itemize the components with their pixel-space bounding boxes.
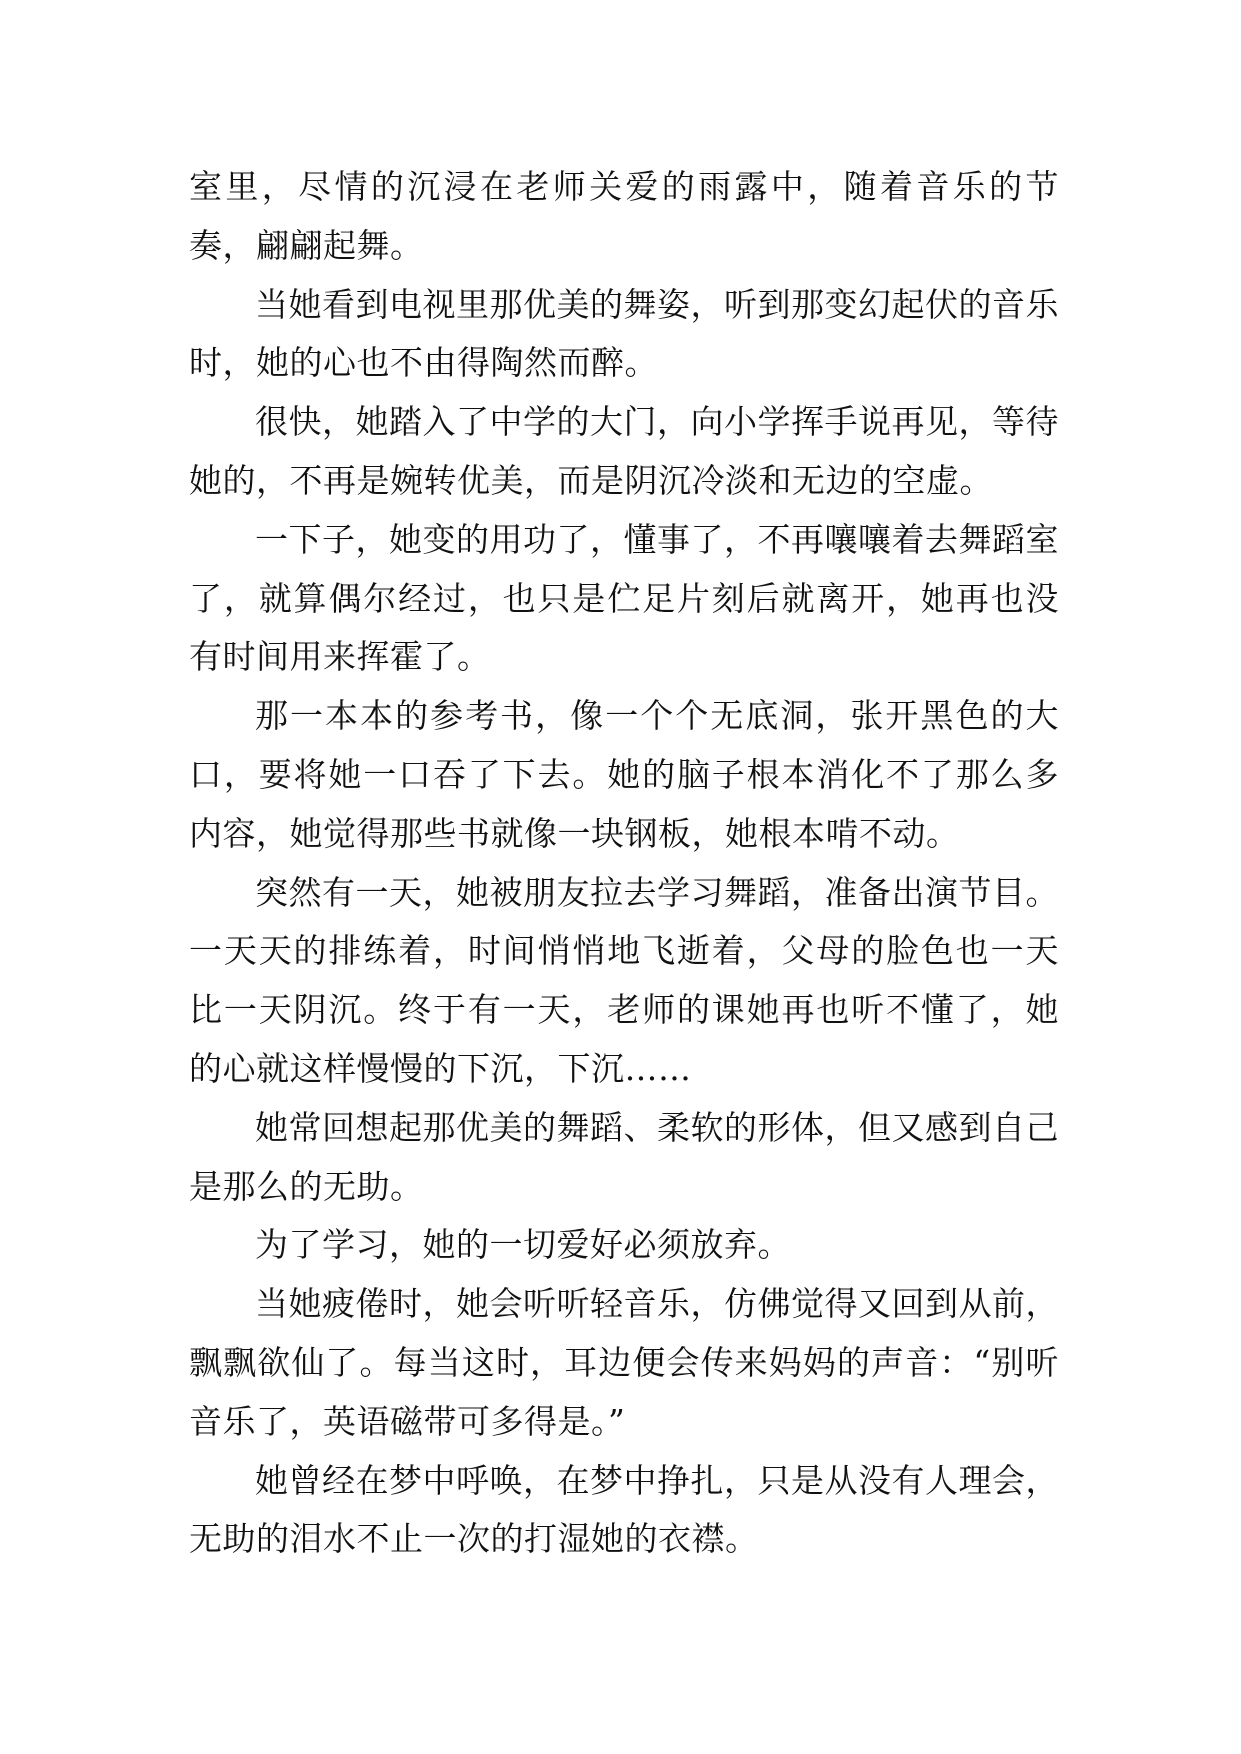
document-body xyxy=(189,158,1059,1569)
paragraph: 那一本本的参考书，像一个个无底洞，张开黑色的大口，要将她一口吞了下去。她的脑子根本消化不了那么多内容，她觉得那些书就像一块钢板，她根本啃不动。 xyxy=(189,696,1059,853)
paragraph: 很快，她踏入了中学的大门，向小学挥手说再见，等待她的，不再是婉转优美，而是阴沉冷淡和无边的空虚。 xyxy=(189,402,1059,500)
paragraph: 一下子，她变的用功了，懂事了，不再嚷嚷着去舞蹈室了，就算偶尔经过，也只是伫足片刻后就离开，她再也没有时间用来挥霍了。 xyxy=(189,519,1059,677)
paragraph: 为了学习，她的一切爱好必须放弃。 xyxy=(255,1225,791,1265)
paragraph: 当她看到电视里那优美的舞姿，听到那变幻起伏的音乐时，她的心也不由得陶然而醉。 xyxy=(189,284,1059,383)
paragraph: 她曾经在梦中呼唤，在梦中挣扎，只是从没有人理会，无助的泪水不止一次的打湿她的衣襟。 xyxy=(189,1460,1059,1559)
paragraph-continued: 室里，尽情的沉浸在老师关爱的雨露中，随着音乐的节奏，翩翩起舞。 xyxy=(189,167,1059,265)
paragraph: 突然有一天，她被朋友拉去学习舞蹈，准备出演节目。一天天的排练着，时间悄悄地飞逝着，父母的脸色也一天比一天阴沉。终于有一天，老师的课她再也听不懂了，她的心就这样慢慢的下沉，下沉…… xyxy=(189,872,1059,1088)
paragraph: 她常回想起那优美的舞蹈、柔软的形体，但又感到自己是那么的无助。 xyxy=(189,1107,1059,1206)
paragraph: 当她疲倦时，她会听听轻音乐，仿佛觉得又回到从前，飘飘欲仙了。每当这时，耳边便会传来妈妈的声音：“别听音乐了，英语磁带可多得是。” xyxy=(189,1284,1059,1441)
